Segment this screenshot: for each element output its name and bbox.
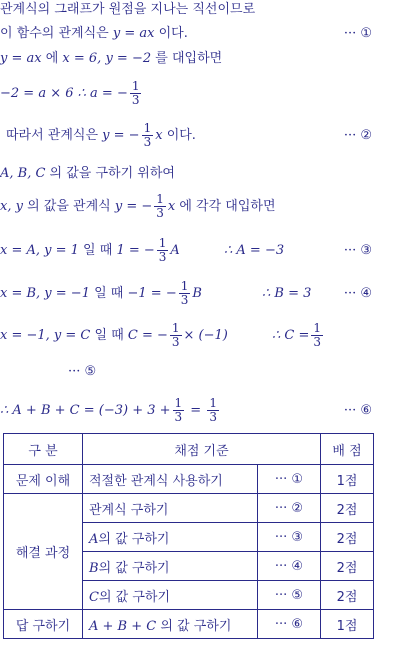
substitute-instruction: [0, 193, 276, 220]
scoring-table: [3, 433, 374, 639]
row-criterion: [83, 523, 258, 552]
tag-6: ··· ⑥: [343, 403, 372, 418]
result-suffix: 이다.: [162, 128, 196, 143]
result-prefix: 따라서 관계식은: [6, 128, 103, 143]
formula: y = −: [102, 128, 140, 143]
row-tag: ··· ③: [258, 523, 321, 552]
row-tag: ··· ①: [258, 465, 321, 494]
relation-result: [6, 122, 196, 149]
row-category: 문제 이해: [4, 465, 83, 494]
equation: 1 = −: [116, 243, 155, 258]
relation-suffix: 이다.: [154, 26, 188, 41]
connector: 를 대입하면: [151, 51, 223, 66]
tag-5: ··· ⑤: [68, 364, 97, 379]
fraction-one-third: $\frac{1}{3}$: [171, 321, 180, 349]
fraction-one-third: $\frac{1}{3}$: [174, 396, 183, 424]
variables: A, B, C: [0, 166, 46, 181]
table-row: [4, 465, 374, 494]
table-header-row: [4, 434, 374, 465]
row-score: 2점: [321, 494, 374, 523]
text: 의 값을 관계식: [22, 199, 115, 214]
sum-equation: ∴ A + B + C = (−3) + 3 +: [0, 403, 171, 418]
criterion-text: 의 값 구하기: [98, 531, 170, 547]
solve-a-line: [0, 80, 143, 107]
criterion-text: 의 값 구하기: [98, 589, 171, 605]
multiply: × (−1): [183, 328, 228, 343]
row-criterion: 적절한 관계식 사용하기: [83, 465, 258, 494]
solve-B-line: [0, 280, 202, 307]
header-criterion: 채점 기준: [83, 434, 321, 465]
fraction-one-third: $\frac{1}{3}$: [131, 79, 140, 107]
row-tag: ··· ⑥: [258, 610, 321, 639]
var: A: [170, 243, 180, 258]
row-score: 2점: [321, 581, 374, 610]
equation: C = −: [127, 328, 168, 343]
tag-3: ··· ③: [343, 243, 372, 258]
intro-text: 관계식의 그래프가 원점을 지나는 직선이므로: [0, 2, 256, 17]
text: 에 각각 대입하면: [175, 199, 276, 214]
row-criterion: [83, 610, 258, 639]
abc-intro-text: 의 값을 구하기 위하여: [45, 166, 175, 181]
equation: −1 = −: [127, 286, 177, 301]
criterion-var: A + B + C: [89, 618, 157, 634]
tag-2: ··· ②: [343, 128, 372, 143]
formula: y = ax: [0, 51, 42, 66]
equals: =: [186, 403, 206, 418]
abc-intro: [0, 166, 175, 182]
row-tag: ··· ②: [258, 494, 321, 523]
var: B: [192, 286, 202, 301]
condition: x = −1, y = C: [0, 328, 91, 343]
fraction-one-third: $\frac{1}{3}$: [158, 236, 167, 264]
criterion-text: 의 값 구하기: [98, 560, 170, 576]
row-tag: ··· ④: [258, 552, 321, 581]
table-row: [4, 494, 374, 523]
values: x = 6, y = −2: [62, 51, 152, 66]
row-score: 2점: [321, 552, 374, 581]
when: 일 때: [78, 243, 117, 258]
row-category: 답 구하기: [4, 610, 83, 639]
row-score: 1점: [321, 610, 374, 639]
fraction-one-third: $\frac{1}{3}$: [313, 321, 322, 349]
tag-1: ··· ①: [343, 26, 372, 41]
criterion-var: A: [89, 531, 99, 547]
solve-A-line: [0, 237, 180, 264]
table-row: [4, 610, 374, 639]
criterion-var: B: [89, 560, 99, 576]
header-score: 배 점: [321, 434, 374, 465]
condition: x = B, y = −1: [0, 286, 90, 301]
condition: x = A, y = 1: [0, 243, 79, 258]
relation-formula: y = ax: [112, 26, 155, 41]
result-A: ∴ A = −3: [224, 243, 285, 258]
solve-C-line: [0, 322, 228, 349]
formula: y = −: [114, 199, 153, 214]
criterion-text: 의 값 구하기: [156, 618, 232, 634]
result-B: ∴ B = 3: [262, 286, 312, 301]
when: 일 때: [90, 328, 128, 343]
formula-x: x: [167, 199, 176, 214]
row-criterion: [83, 581, 258, 610]
when: 일 때: [89, 286, 128, 301]
formula-x: x: [155, 128, 163, 143]
result-C-text: ∴ C =: [272, 328, 310, 343]
vars: x, y: [0, 199, 23, 214]
sum-line: [0, 397, 221, 424]
result-C: [272, 322, 325, 349]
relation-statement: [0, 26, 188, 42]
equation: −2 = a × 6 ∴ a = −: [0, 86, 128, 101]
row-criterion: [83, 552, 258, 581]
fraction-one-third: $\frac{1}{3}$: [180, 279, 189, 307]
criterion-var: C: [89, 589, 99, 605]
row-score: 2점: [321, 523, 374, 552]
fraction-one-third: $\frac{1}{3}$: [156, 192, 164, 220]
substitution-line: [0, 51, 222, 67]
row-criterion: 관계식 구하기: [83, 494, 258, 523]
tag-4: ··· ④: [343, 286, 372, 301]
fraction-one-third: $\frac{1}{3}$: [209, 396, 217, 424]
row-score: 1점: [321, 465, 374, 494]
row-tag: ··· ⑤: [258, 581, 321, 610]
header-category: 구 분: [4, 434, 83, 465]
row-category: 해결 과정: [4, 494, 83, 610]
connector: 에: [41, 51, 63, 66]
relation-prefix: 이 함수의 관계식은: [0, 26, 113, 41]
fraction-one-third: $\frac{1}{3}$: [143, 121, 152, 149]
